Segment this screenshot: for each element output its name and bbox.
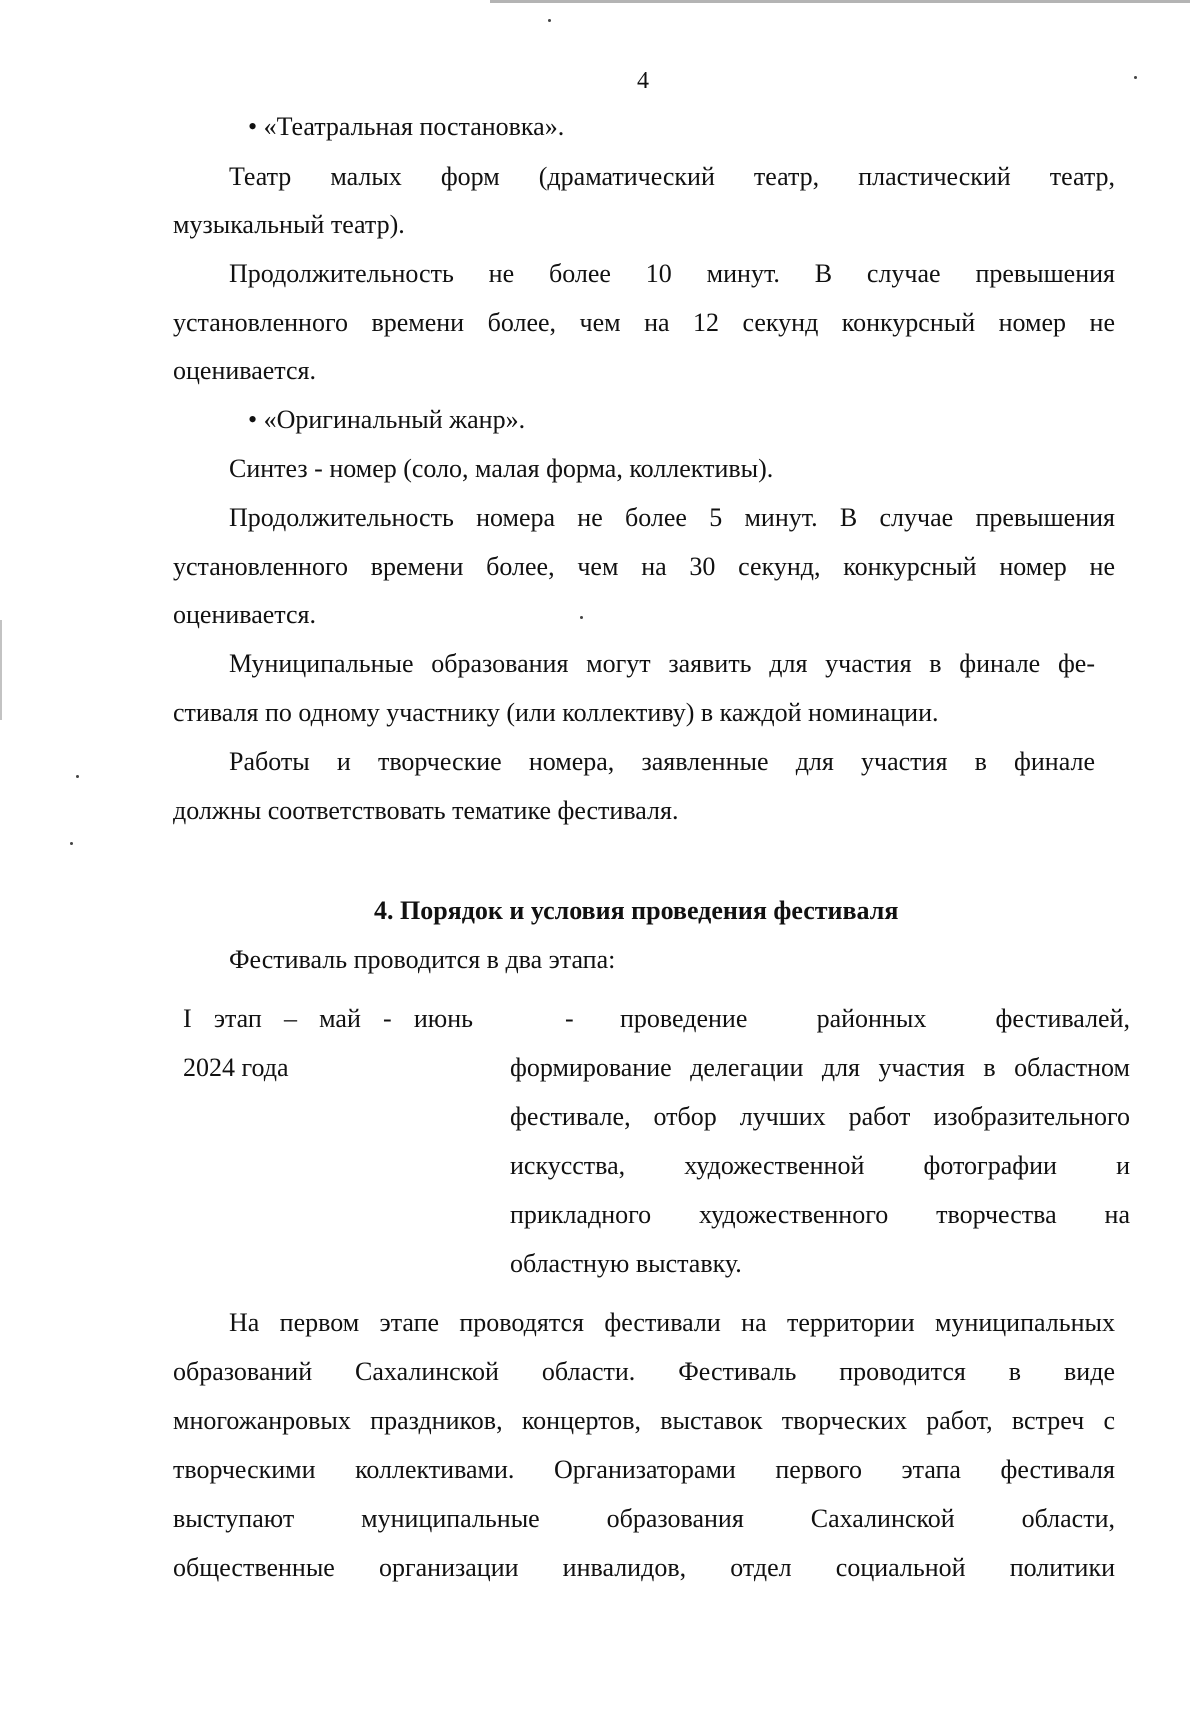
theatre-line-1: Театр малых форм (драматический театр, пластический театр, [229,162,1115,191]
scan-speck [70,842,73,845]
theatre-duration-line-1: Продолжительность не более 10 минут. В случае превышения [229,259,1115,288]
stage-one-desc-line-1: проведение районных фестивалей, [620,1004,1130,1033]
works-line-1: Работы и творческие номера, заявленные для участия в финале [229,747,1095,776]
stage-one-desc-line-5: прикладного художественного творчества на [510,1200,1130,1229]
scan-speck [580,616,583,619]
stage-one-when-line-2: 2024 года [183,1053,289,1082]
stage-one-when-line-1: I этап – май - июнь [183,1004,473,1033]
theatre-duration-line-2: установленного времени более, чем на 12 секунд конкурсный номер не [173,308,1115,337]
original-duration-line-2: установленного времени более, чем на 30 секунд, конкурсный номер не [173,552,1115,581]
first-stage-line-2: образований Сахалинской области. Фестиваль проводится в виде [173,1357,1115,1386]
stage-one-desc-line-4: искусства, художественной фотографии и [510,1151,1130,1180]
first-stage-line-4: творческими коллективами. Организаторами первого этапа фестиваля [173,1455,1115,1484]
first-stage-line-1: На первом этапе проводятся фестивали на территории муниципальных [229,1308,1115,1337]
theatre-duration-line-3: оценивается. [173,356,316,385]
scan-edge-left [0,620,2,720]
page-number: 4 [637,68,649,94]
scan-speck [1134,76,1137,79]
scan-speck [548,19,551,22]
bullet-theatre: • «Театральная постановка». [248,112,565,141]
municipal-line-1: Муниципальные образования могут заявить для участия в финале фе- [229,649,1095,678]
scan-edge-top [490,0,1190,3]
first-stage-line-3: многожанровых праздников, концертов, выставок творческих работ, встреч с [173,1406,1115,1435]
section-heading: 4. Порядок и условия проведения фестиваля [374,896,899,925]
scan-speck [76,775,79,778]
stages-intro: Фестиваль проводится в два этапа: [229,945,616,974]
stage-one-desc-line-3: фестивале, отбор лучших работ изобразительного [510,1102,1130,1131]
stage-one-dash: - [565,1004,574,1033]
works-line-2: должны соответствовать тематике фестиваля. [173,796,679,825]
stage-one-desc-line-6: областную выставку. [510,1249,742,1278]
synthesis-line: Синтез - номер (соло, малая форма, коллективы). [229,454,774,483]
theatre-line-2: музыкальный театр). [173,210,405,239]
municipal-line-2: стиваля по одному участнику (или коллективу) в каждой номинации. [173,698,939,727]
first-stage-line-6: общественные организации инвалидов, отдел социальной политики [173,1553,1115,1582]
original-duration-line-3: оценивается. [173,600,316,629]
stage-one-desc-line-2: формирование делегации для участия в областном [510,1053,1130,1082]
bullet-original: • «Оригинальный жанр». [248,405,526,434]
first-stage-line-5: выступают муниципальные образования Сахалинской области, [173,1504,1115,1533]
original-duration-line-1: Продолжительность номера не более 5 минут. В случае превышения [229,503,1115,532]
